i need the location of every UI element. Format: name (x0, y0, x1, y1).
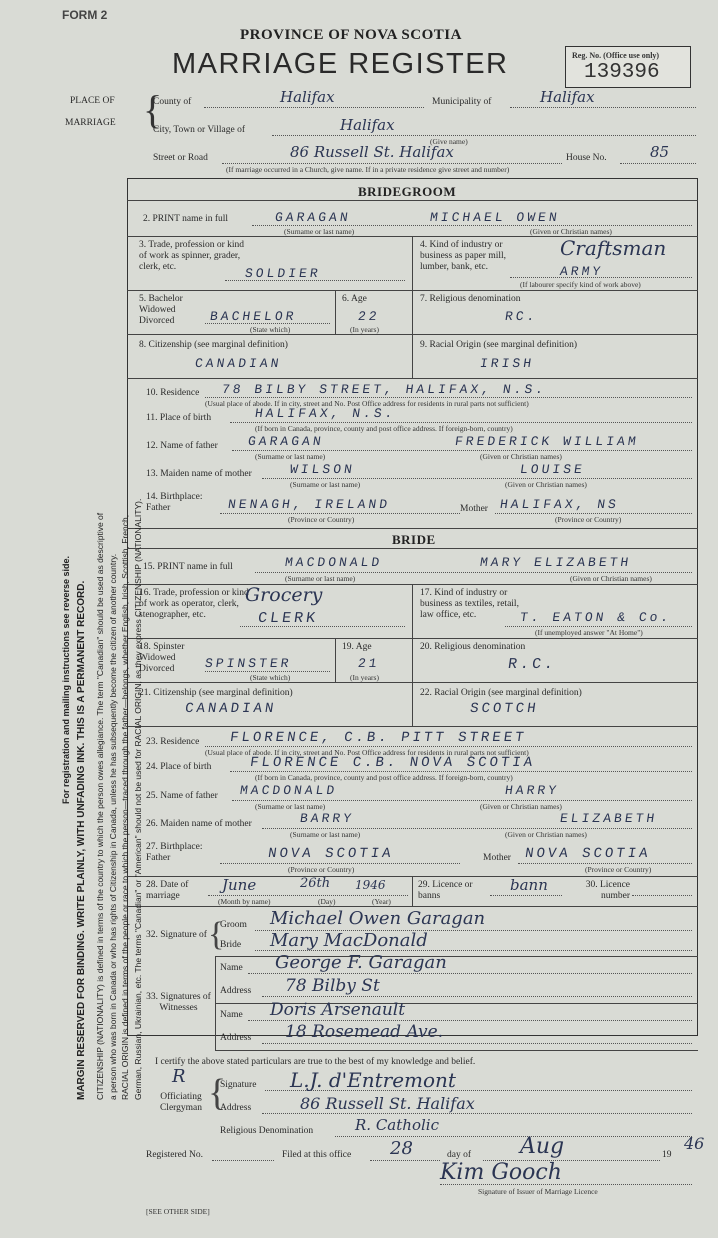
sig-brace: { (208, 916, 225, 953)
f6-label: 6. Age (342, 294, 367, 304)
groom-status-caption: (State which) (250, 325, 291, 334)
groom-age-caption: (In years) (350, 325, 379, 334)
f3-label: 3. Trade, profession or kind of work as spinner, grader, clerk, etc. (139, 240, 245, 272)
margin-notes (60, 220, 144, 1100)
groom-surname: GARAGAN (273, 210, 352, 225)
margin-line-4: a person who was born in Canada or who has rights of Citizenship in Canada, unless he has subsequently become the citizen of another country. (107, 553, 118, 1100)
clergy-brace: { (208, 1072, 227, 1114)
bride-mother-label: Mother (483, 853, 511, 863)
groom-birthplace: HALIFAX, N.S. (253, 406, 397, 421)
place-brace: { (143, 87, 163, 132)
marriage-month: June (222, 876, 257, 894)
groom-father-surname: GARAGAN (246, 434, 325, 449)
f9-label: 9. Racial Origin (see marginal definition) (420, 340, 578, 350)
certify-text: I certify the above stated particulars are true to the best of my knowledge and belief. (155, 1057, 476, 1067)
year-prefix: 19 (662, 1150, 672, 1160)
f12-label: 12. Name of father (146, 441, 218, 451)
f18-label: 18. Spinster Widowed Divorced (139, 642, 185, 674)
f2-label: 2. PRINT name in full (143, 214, 229, 224)
groom-mother-s-caption: (Surname or last name) (290, 480, 361, 489)
bride-industry: T. EATON & Co. (518, 610, 673, 625)
filed-label: Filed at this office (282, 1150, 352, 1160)
city-value: Halifax (340, 116, 395, 134)
bride-trade: CLERK (256, 610, 320, 627)
groom-sig-label: Groom (220, 920, 247, 930)
day-caption: (Day) (318, 897, 336, 906)
margin-line-3: CITIZENSHIP (NATIONALITY) is defined in terms of the country to which the person owes allegiance. The term "Canadian" should be used as descriptive of (95, 512, 105, 1100)
f17-label: 17. Kind of industry or business as textiles, retail, law office, etc. (420, 588, 519, 620)
clergy-addr-label: Address (220, 1103, 252, 1113)
f21-label: 21. Citizenship (see marginal definition) (139, 688, 293, 698)
year-caption: (Year) (372, 897, 391, 906)
clergy-signature: L.J. d'Entremont (290, 1068, 456, 1092)
place-label-1: PLACE OF (70, 96, 115, 106)
street-label: Street or Road (153, 153, 208, 163)
bride-father-g-caption: (Given or Christian names) (480, 802, 562, 811)
f33-label: 33. Signatures of Witnesses (146, 992, 211, 1013)
house-value: 85 (650, 143, 670, 161)
reg-label: Reg. No. (Office use only) (572, 51, 660, 60)
province-heading: PROVINCE OF NOVA SCOTIA (240, 27, 462, 43)
groom-father-g-caption: (Given or Christian names) (480, 452, 562, 461)
clergy-sig-label: Signature (220, 1080, 257, 1090)
w2-address: 18 Rosemead Ave. (285, 1022, 444, 1042)
registered-label: Registered No. (146, 1150, 203, 1160)
bride-citizenship: CANADIAN (183, 701, 278, 717)
month-caption: (Month by name) (218, 897, 271, 906)
bride-mother-g-caption: (Given or Christian names) (505, 830, 587, 839)
f16-label: 16. Trade, profession or kind of work as operator, clerk, stenographer, etc. (139, 588, 249, 620)
groom-father-birthplace: NENAGH, IRELAND (226, 497, 392, 512)
groom-mother-given: LOUISE (518, 462, 586, 477)
f10-label: 10. Residence (146, 388, 200, 398)
f30-label: 30. Licence number (585, 880, 630, 901)
municipality-value: Halifax (540, 88, 595, 106)
f23-label: 23. Residence (146, 737, 200, 747)
clergy-address: 86 Russell St. Halifax (300, 1094, 475, 1113)
county-value: Halifax (280, 88, 335, 106)
groom-pc2: (Province or Country) (555, 515, 622, 524)
municipality-label: Municipality of (432, 97, 492, 107)
f27-label: 27. Birthplace: Father (146, 842, 203, 863)
filed-month: Aug (520, 1134, 565, 1159)
f15-label: 15. PRINT name in full (143, 562, 233, 572)
bride-residence: FLORENCE, C.B. PITT STREET (228, 730, 528, 746)
day-of-label: day of (447, 1150, 472, 1160)
give-name-caption: (Give name) (430, 137, 468, 146)
bride-father-birthplace: NOVA SCOTIA (266, 846, 395, 862)
groom-mother-surname: WILSON (288, 462, 356, 477)
see-other-side: [SEE OTHER SIDE] (146, 1207, 210, 1216)
f29-label: 29. Licence or banns (418, 880, 473, 901)
groom-racial: IRISH (478, 356, 536, 371)
form-number: FORM 2 (62, 8, 108, 22)
groom-mother-birthplace: HALIFAX, NS (498, 497, 620, 512)
bride-grocery: Grocery (245, 584, 323, 606)
groom-religion: RC. (503, 309, 539, 324)
f26-label: 26. Maiden name of mother (146, 819, 252, 829)
groom-residence-caption: (Usual place of abode. If in city, street and No. Post Office address for residents in rural parts not sufficient) (205, 399, 529, 408)
marriage-year: 1946 (355, 878, 386, 892)
groom-craftsman: Craftsman (560, 236, 667, 260)
bride-given: MARY ELIZABETH (478, 555, 633, 570)
bride-pc2: (Province or Country) (585, 865, 652, 874)
groom-given-caption: (Given or Christian names) (530, 227, 612, 236)
groom-industry: ARMY (558, 264, 605, 279)
margin-line-1: For registration and mailing instructions see reverse side. (61, 555, 71, 805)
groom-father-s-caption: (Surname or last name) (255, 452, 326, 461)
f28-label: 28. Date of marriage (146, 880, 189, 901)
bride-mother-given: ELIZABETH (558, 811, 659, 826)
w2-address-label: Address (220, 1033, 252, 1043)
w2-name-label: Name (220, 1010, 243, 1020)
f14-label: 14. Birthplace: Father (146, 492, 203, 513)
bride-father-s-caption: (Surname or last name) (255, 802, 326, 811)
bride-father-surname: MACDONALD (238, 783, 339, 798)
f5-label: 5. Bachelor Widowed Divorced (139, 294, 183, 326)
w1-name-label: Name (220, 963, 243, 973)
bride-birthplace: FLORENCE C.B. NOVA SCOTIA (248, 755, 537, 771)
bride-mother-s-caption: (Surname or last name) (290, 830, 361, 839)
margin-line-5: RACIAL ORIGIN is defined in terms of the people or race to which the person—traced through the father—belongs, whether English, Irish, Scottish, French, (120, 514, 130, 1100)
bride-status-caption: (State which) (250, 673, 291, 682)
bride-mother-birthplace: NOVA SCOTIA (523, 846, 652, 862)
bride-residence-caption: (Usual place of abode. If in city, street and No. Post Office address for residents in rural parts not sufficient) (205, 748, 529, 757)
groom-mother-g-caption: (Given or Christian names) (505, 480, 587, 489)
f13-label: 13. Maiden name of mother (146, 469, 252, 479)
bride-birth-caption: (If born in Canada, province, county and post office address. If foreign-born, country) (255, 773, 513, 782)
clergy-relig-label: Religious Denomination (220, 1126, 314, 1136)
groom-father-given: FREDERICK WILLIAM (453, 434, 640, 449)
bride-surname-caption: (Surname or last name) (285, 574, 356, 583)
bride-racial: SCOTCH (468, 701, 540, 717)
bride-heading: BRIDE (392, 532, 436, 547)
groom-residence: 78 BILBY STREET, HALIFAX, N.S. (220, 382, 548, 397)
bride-surname: MACDONALD (283, 555, 384, 570)
bride-signature: Mary MacDonald (270, 930, 428, 951)
margin-line-2: MARGIN RESERVED FOR BINDING. WRITE PLAINLY, WITH UNFADING INK. THIS IS A PERMANENT RECORD. (75, 580, 87, 1100)
bride-father-given: HARRY (503, 783, 561, 798)
groom-birth-caption: (If born in Canada, province, county and post office address. If foreign-born, country) (255, 424, 513, 433)
filed-year: 46 (684, 1134, 705, 1153)
issuer-caption: Signature of Issuer of Marriage Licence (478, 1187, 598, 1196)
w2-name: Doris Arsenault (270, 1000, 406, 1020)
w1-address: 78 Bilby St (285, 976, 380, 996)
house-label: House No. (566, 153, 607, 163)
clergy-mark: R (172, 1066, 186, 1087)
groom-surname-caption: (Surname or last name) (284, 227, 355, 236)
groom-status: BACHELOR (208, 309, 298, 324)
groom-age: 22 (356, 309, 381, 324)
bride-pc1: (Province or Country) (288, 865, 355, 874)
licence-value: bann (510, 876, 548, 894)
margin-line-6: German, Russian, Ukrainian, etc. The terms "Canadian" or "American" should not be used for RACIAL ORIGIN, as they express CITIZENSHIP (NATIONALITY). (132, 498, 143, 1100)
officiating-label: Officiating Clergyman (159, 1092, 203, 1113)
f8-label: 8. Citizenship (see marginal definition) (139, 340, 288, 350)
f32-label: 32. Signature of (146, 930, 207, 940)
issuer-signature: Kim Gooch (440, 1160, 562, 1185)
reg-number-box (565, 46, 691, 88)
marriage-day: 26th (300, 876, 331, 891)
bride-age: 21 (356, 656, 381, 671)
f4-caption: (If labourer specify kind of work above) (520, 280, 641, 289)
groom-trade: SOLDIER (243, 266, 322, 281)
groom-heading: BRIDEGROOM (358, 184, 457, 199)
f22-label: 22. Racial Origin (see marginal definition) (420, 688, 582, 698)
bride-age-caption: (In years) (350, 673, 379, 682)
bride-status: SPINSTER (203, 656, 293, 671)
place-label-2: MARRIAGE (65, 118, 116, 128)
county-label: County of (153, 97, 192, 107)
f17-caption: (If unemployed answer "At Home") (535, 628, 643, 637)
groom-pc1: (Province or Country) (288, 515, 355, 524)
groom-given: MICHAEL OWEN (428, 210, 561, 225)
bride-mother-surname: BARRY (298, 811, 356, 826)
groom-mother-label: Mother (460, 504, 488, 514)
page-title: MARRIAGE REGISTER (172, 48, 509, 80)
bride-given-caption: (Given or Christian names) (570, 574, 652, 583)
filed-day: 28 (390, 1138, 413, 1159)
groom-signature: Michael Owen Garagan (270, 908, 486, 929)
street-note: (If marriage occurred in a Church, give name. If in a private residence give street and number) (226, 165, 510, 174)
bride-religion: R.C. (506, 656, 558, 673)
f24-label: 24. Place of birth (146, 762, 212, 772)
w1-address-label: Address (220, 986, 252, 996)
w1-name: George F. Garagan (275, 952, 447, 973)
f7-label: 7. Religious denomination (420, 294, 521, 304)
groom-citizenship: CANADIAN (193, 356, 283, 371)
bride-sig-label: Bride (220, 940, 242, 950)
f11-label: 11. Place of birth (146, 413, 212, 423)
f4-label: 4. Kind of industry or business as paper mill, lumber, bank, etc. (420, 240, 507, 272)
f20-label: 20. Religious denomination (420, 642, 526, 652)
street-value: 86 Russell St. Halifax (290, 143, 454, 161)
reg-number: 139396 (584, 61, 660, 84)
city-label: City, Town or Village of (153, 125, 245, 135)
f19-label: 19. Age (342, 642, 372, 652)
f25-label: 25. Name of father (146, 791, 218, 801)
clergy-religion: R. Catholic (355, 1116, 439, 1134)
